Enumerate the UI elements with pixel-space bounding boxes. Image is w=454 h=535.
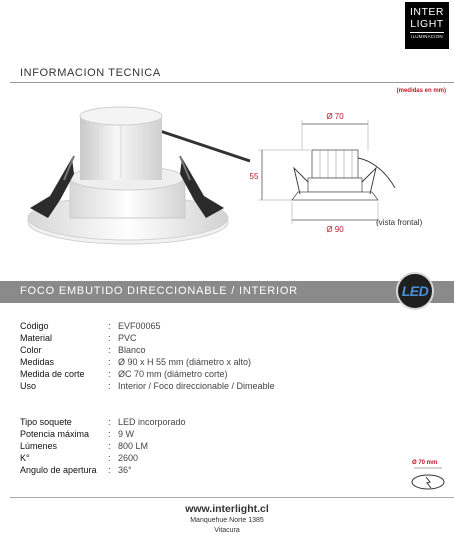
spec-row-color — [20, 344, 420, 356]
spec-row-lumenes — [20, 440, 420, 452]
spec-value: EVF00065 — [118, 321, 161, 331]
brand-logo — [405, 2, 449, 49]
address-line-1: Manquehue Norte 1385 — [190, 517, 264, 524]
spec-row-medidas — [20, 356, 420, 368]
units-note: (medidas en mm) — [396, 88, 446, 94]
banner-title: FOCO EMBUTIDO DIRECCIONABLE / INTERIOR — [20, 285, 298, 297]
spec-label: Color — [20, 345, 42, 355]
dimension-diagram — [240, 100, 454, 250]
spec-row-tipo-soquete — [20, 416, 420, 428]
spec-label: Medida de corte — [20, 369, 85, 379]
spec-value: ØC 70 mm (diámetro corte) — [118, 369, 228, 379]
spec-separator: : — [108, 429, 111, 439]
spec-row-medida-corte — [20, 368, 420, 380]
spec-value: Blanco — [118, 345, 146, 355]
brand-rule — [410, 32, 444, 33]
brand-line-2: LIGHT — [410, 17, 444, 30]
spec-value: PVC — [118, 333, 137, 343]
spec-separator: : — [108, 453, 111, 463]
spec-value: LED incorporado — [118, 417, 186, 427]
spec-value: 800 LM — [118, 441, 149, 451]
spec-label: Tipo soquete — [20, 417, 72, 427]
spec-value: Interior / Foco direccionable / Dimeable — [118, 381, 275, 391]
spec-separator: : — [108, 333, 111, 343]
dim-top-label: Ø 70 — [326, 112, 344, 121]
spec-label: Potencia máxima — [20, 429, 90, 439]
spec-row-codigo — [20, 320, 420, 332]
brand-line-1: INTER — [410, 6, 444, 18]
spec-value: 9 W — [118, 429, 135, 439]
spec-label: Uso — [20, 381, 37, 391]
spec-separator: : — [108, 417, 111, 427]
spec-label: Material — [20, 333, 53, 343]
spec-row-angulo — [20, 464, 420, 476]
footer-divider — [10, 497, 454, 498]
cut-hole-icon — [408, 458, 448, 494]
spec-label: Código — [20, 321, 49, 331]
spec-row-potencia — [20, 428, 420, 440]
spec-value: 36° — [118, 465, 132, 475]
dim-bottom-label: Ø 90 — [326, 225, 344, 234]
spec-row-uso — [20, 380, 420, 392]
spec-separator: : — [108, 345, 111, 355]
spec-row-kelvin — [20, 452, 420, 464]
spec-separator: : — [108, 441, 111, 451]
spec-row-material — [20, 332, 420, 344]
spec-value: 2600 — [118, 453, 139, 463]
led-badge-label: LED — [401, 283, 429, 299]
spec-separator: : — [108, 381, 111, 391]
dim-height-label: 55 — [249, 172, 259, 181]
website-link[interactable]: www.interlight.cl — [185, 503, 269, 515]
spec-label: Medidas — [20, 357, 55, 367]
spec-label: Lúmenes — [20, 441, 58, 451]
section-title: INFORMACION TECNICA — [20, 67, 161, 79]
product-photo — [0, 96, 265, 274]
spec-label: Angulo de apertura — [20, 465, 97, 475]
brand-line-3: ILUMINACION — [411, 34, 443, 39]
cut-diameter-label: Ø 70 mm — [412, 460, 438, 466]
led-badge-icon — [396, 272, 434, 310]
spec-separator: : — [108, 357, 111, 367]
spec-separator: : — [108, 369, 111, 379]
view-note: (vista frontal) — [376, 218, 423, 227]
section-divider — [10, 82, 454, 83]
spec-separator: : — [108, 321, 111, 331]
spec-separator: : — [108, 465, 111, 475]
address-line-2: Vitacura — [214, 527, 240, 534]
spec-label: K° — [20, 453, 30, 463]
spec-value: Ø 90 x H 55 mm (diámetro x alto) — [118, 357, 252, 367]
